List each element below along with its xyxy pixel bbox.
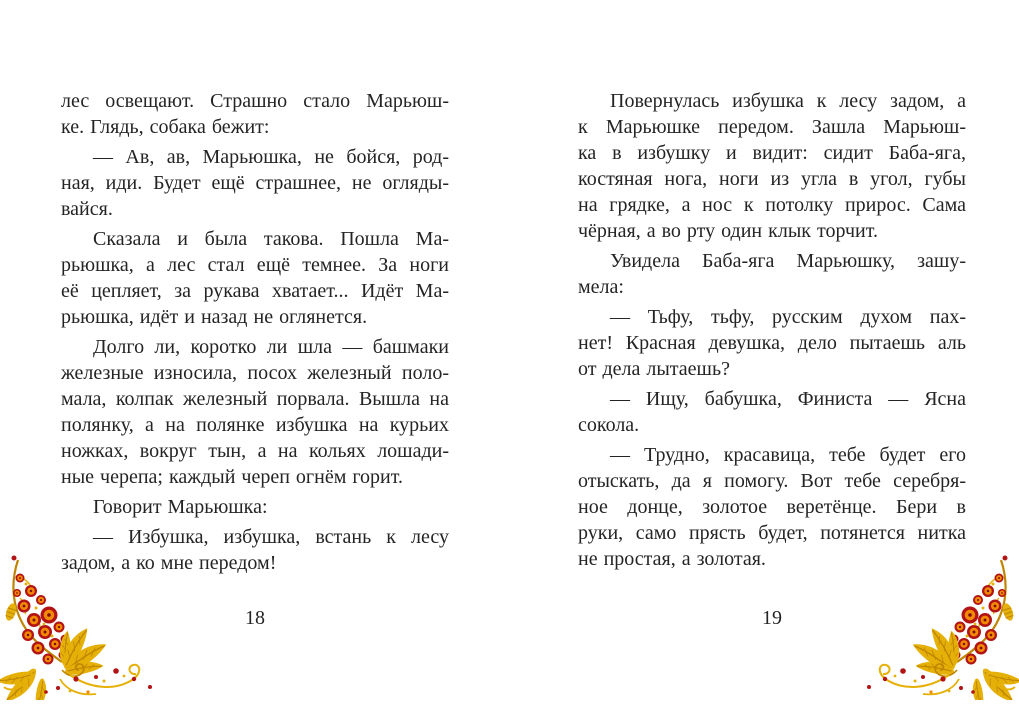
text-line: не простая, а золотая. [578, 548, 766, 570]
right-page-number: 19 [762, 607, 782, 629]
text-line: — Ищу, бабушка, Финиста — Ясна [610, 388, 966, 410]
text-line: — Трудно, красавица, тебе будет его [610, 444, 966, 466]
text-line: от дела лытаешь? [578, 358, 730, 380]
khokhloma-ornament-icon [0, 548, 165, 700]
text-line: её цепляет, за рукава хватает... Идёт Ма- [61, 280, 449, 302]
text-line: к Марьюшке передом. Зашла Марьюш- [578, 116, 966, 138]
text-line: ные черепа; каждый череп огнём горит. [61, 466, 403, 488]
text-line: Повернулась избушка к лесу задом, а [610, 90, 966, 112]
corner-ornament-bottom-left [0, 548, 165, 700]
text-line: лес освещают. Страшно стало Марьюш- [61, 90, 449, 112]
text-line: костяная нога, ноги из угла в угол, губы [578, 168, 966, 190]
text-line: сокола. [578, 414, 640, 436]
text-line: задом, а ко мне передом! [61, 552, 277, 574]
text-line: нет! Красная девушка, дело пытаешь аль [578, 332, 966, 354]
paragraph [61, 494, 449, 520]
text-line: рьюшка, идёт и назад не оглянется. [61, 306, 368, 328]
left-page-text [61, 88, 449, 580]
text-line: — Ав, ав, Марьюшка, не бойся, род- [93, 146, 449, 168]
text-line: руки, само прясть будет, потянется нитка [578, 522, 966, 544]
text-line: Долго ли, коротко ли шла — башмаки [93, 336, 449, 358]
left-page-number: 18 [245, 607, 265, 629]
text-line: Говорит Марьюшка: [93, 496, 268, 518]
text-line: чёрная, а во рту один клык торчит. [578, 220, 878, 242]
text-line: вайся. [61, 198, 113, 220]
text-line: отыскать, да я помогу. Вот тебе серебря- [578, 470, 966, 492]
text-line: — Тьфу, тьфу, русским духом пах- [610, 306, 966, 328]
text-line: железные износила, посох железный поло- [61, 362, 449, 384]
text-line: мала, колпак железный порвала. Вышла на [61, 388, 449, 410]
text-line: Увидела Баба-яга Марьюшку, зашу- [610, 250, 966, 272]
text-line: на грядке, а нос к потолку прирос. Сама [578, 194, 966, 216]
text-line: полянку, а на полянке избушка на курьих [61, 414, 449, 436]
paragraph [61, 226, 449, 330]
paragraph [61, 144, 449, 222]
text-line: ке. Глядь, собака бежит: [61, 116, 270, 138]
text-line: ка в избушку и видит: сидит Баба-яга, [578, 142, 966, 164]
text-line: ножках, вокруг тын, а на кольях лошади- [61, 440, 449, 462]
paragraph [578, 88, 966, 244]
paragraph [61, 88, 449, 140]
text-line: ное донце, золотое веретёнце. Бери в [578, 496, 966, 518]
text-line: рьюшка, а лес стал ещё темнее. За ноги [61, 254, 449, 276]
paragraph [578, 386, 966, 438]
paragraph [61, 334, 449, 490]
khokhloma-ornament-icon [854, 548, 1019, 700]
text-line: мела: [578, 276, 624, 298]
text-line: — Избушка, избушка, встань к лесу [93, 526, 449, 548]
paragraph [578, 248, 966, 300]
text-line: ная, иди. Будет ещё страшнее, не огляды- [61, 172, 449, 194]
paragraph [578, 304, 966, 382]
corner-ornament-bottom-right [854, 548, 1019, 700]
right-page-text [578, 88, 966, 576]
text-line: Сказала и была такова. Пошла Ма- [93, 228, 449, 250]
